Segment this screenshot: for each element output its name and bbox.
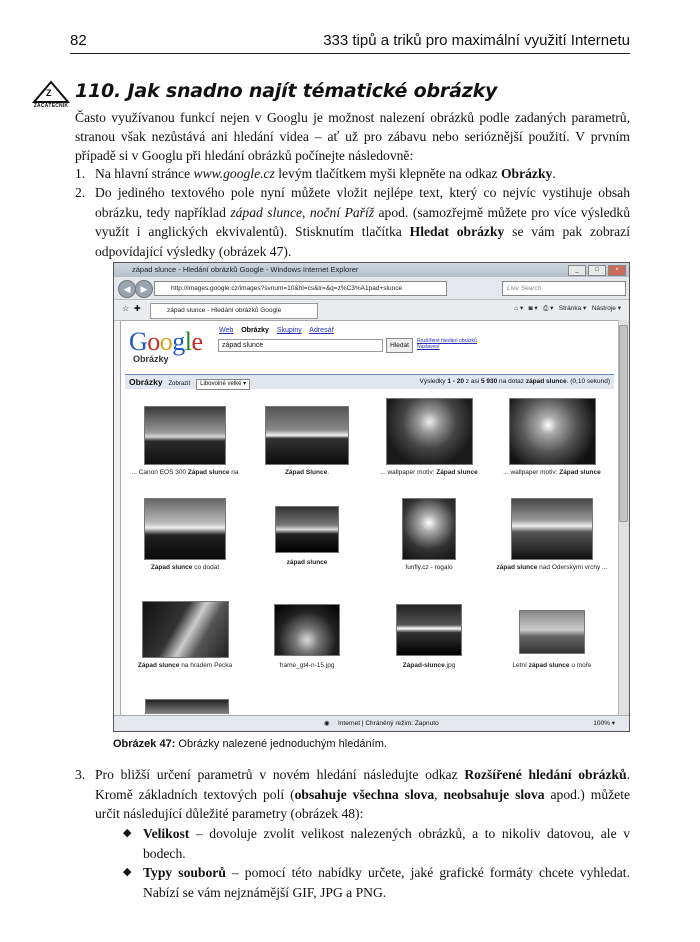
result-item[interactable] xyxy=(125,400,245,477)
result-item[interactable] xyxy=(492,498,612,572)
step-text: levým tlačítkem myši klepněte na odkaz xyxy=(274,166,501,181)
result-item[interactable] xyxy=(492,610,612,670)
list-number: 2. xyxy=(75,185,86,200)
url-input[interactable]: http://images.google.cz/images?svnum=10&hl=cs&lr=&q=z%C3%A1pad+slunce xyxy=(154,281,447,296)
browser-screenshot xyxy=(113,262,630,732)
nav-web[interactable]: Web xyxy=(219,327,234,334)
result-caption-bold: Západ slunce xyxy=(187,469,230,476)
step-text: . Kromě základních textových polí ( xyxy=(95,767,631,802)
google-logo[interactable]: Google xyxy=(129,327,203,356)
result-caption: funfly.cz - rogalo xyxy=(405,564,453,571)
result-caption-bold: západ slunce xyxy=(528,662,570,669)
address-bar xyxy=(114,277,629,300)
result-caption: na xyxy=(231,469,239,476)
result-thumbnail[interactable] xyxy=(396,604,462,656)
diamond-bullet-icon: ◆ xyxy=(123,827,132,839)
step-text: Na hlavní stránce xyxy=(95,166,194,181)
window-title: západ slunce - Hledání obrázků Google - Windows Internet Explorer xyxy=(132,265,359,274)
list-item xyxy=(75,765,631,824)
nav-images: Obrázky xyxy=(241,327,269,334)
list-item xyxy=(75,164,630,184)
nav-groups[interactable]: Skupiny xyxy=(276,327,302,334)
print-icon[interactable]: ⎙ xyxy=(543,305,549,312)
results-label: Obrázky xyxy=(129,377,163,387)
minimize-icon[interactable]: _ xyxy=(568,265,586,276)
bullet-text: – dovoluje zvolit velikost nalezených obrázků, a to nikoliv datovou, ale v bodech. xyxy=(143,826,630,861)
figure-caption xyxy=(113,738,387,750)
result-caption: nad Oderskými vrchy ... xyxy=(537,564,608,571)
figure-text: Obrázky nalezené jednoduchým hledáním. xyxy=(175,738,387,750)
page-number: 82 xyxy=(70,32,87,49)
add-favorite-icon[interactable]: ✚ xyxy=(134,304,141,313)
step-text: Do jediného textového pole nyní můžete vložit nejlépe text, který co nejvíc vystihuje obsah obrázku, tedy například xyxy=(95,185,630,220)
result-caption-bold: Západ-slunce xyxy=(402,662,445,669)
zoom-level[interactable]: 100% ▾ xyxy=(593,720,615,727)
results-info: Výsledky 1 - 20 z asi 5 930 na dotaz západ slunce. (0,10 sekund) xyxy=(419,378,610,385)
running-title: 333 tipů a triků pro maximální využití Internetu xyxy=(323,32,630,49)
scrollbar-thumb[interactable] xyxy=(619,325,628,522)
result-thumbnail[interactable] xyxy=(265,406,349,465)
page-menu[interactable]: Stránka xyxy=(558,305,582,312)
logo-subtitle: Obrázky xyxy=(133,354,169,364)
step-term: Hledat obrázky xyxy=(409,224,505,239)
search-input[interactable]: západ slunce xyxy=(218,339,383,352)
result-item[interactable] xyxy=(247,604,367,670)
result-caption-bold: Západ Slunce xyxy=(284,469,328,476)
bullet-term: Typy souborů xyxy=(143,865,226,880)
result-caption: Letní xyxy=(512,662,529,669)
result-item[interactable] xyxy=(369,604,489,670)
size-select[interactable]: Libovolné velké ▾ xyxy=(196,379,250,390)
step-text: apod. (samozřejmě můžete pro více výsledků využít i anglických ekvivalentů). Stisknutím tlačítka xyxy=(95,204,630,239)
result-thumbnail[interactable] xyxy=(275,506,339,553)
bullet-text: – pomocí této nabídky určete, jaké grafické formáty chcete vyhledat. Nabízí se vám nejznámější GIF, JPG a PNG. xyxy=(143,865,630,900)
bullet-item xyxy=(123,863,630,902)
back-icon[interactable]: ◀ xyxy=(118,280,136,298)
result-caption: co dodat xyxy=(192,564,220,571)
warning-triangle-icon xyxy=(32,80,70,116)
result-caption-bold: Západ slunce xyxy=(137,662,180,669)
result-item[interactable] xyxy=(369,498,489,572)
step-text: . xyxy=(552,166,556,181)
browser-tab[interactable]: západ slunce - Hledání obrázků Google xyxy=(150,303,318,319)
live-search-input[interactable]: Live Search xyxy=(502,281,626,296)
google-nav xyxy=(219,327,340,334)
result-caption-bold: Západ slunce xyxy=(150,564,193,571)
figure-label: Obrázek 47: xyxy=(113,738,176,750)
result-item[interactable] xyxy=(125,498,245,572)
result-item[interactable] xyxy=(247,400,367,477)
result-item[interactable] xyxy=(125,601,245,670)
result-caption: na hradem Pecka xyxy=(179,662,233,669)
result-caption-bold: západ slunce xyxy=(496,564,538,571)
step-term: obsahuje všechna slova xyxy=(294,786,435,802)
result-thumbnail[interactable] xyxy=(145,699,229,714)
result-item[interactable] xyxy=(492,396,612,477)
step-example: západ slunce xyxy=(230,204,303,220)
result-thumbnail[interactable] xyxy=(144,406,226,465)
step-url: www.google.cz xyxy=(193,166,275,181)
status-zone: Internet | Chráněný režim: Zapnuto xyxy=(338,720,439,727)
intro-paragraph: Často využívanou funkcí nejen v Googlu je možnost nalezení obrázků podle zadaných parametrů, stranou však nezůstává ani hledání videa – ať už pro zábavu nebo serióznější použití. V prvním případě si v Googlu při hledání obrázků počínejte následovně: xyxy=(75,110,630,163)
command-bar: ⌂ ▾ ◙ ▾ ⎙ ▾ Stránka ▾ Nástroje ▾ xyxy=(514,305,621,312)
diamond-bullet-icon: ◆ xyxy=(123,866,132,878)
result-item[interactable] xyxy=(247,506,367,567)
step-text: , xyxy=(302,204,310,220)
tab-bar xyxy=(114,300,629,321)
result-caption-bold: Západ slunce xyxy=(559,469,601,476)
step-text: se vám pak zobrazí odpovídající výsledky (obrázek 47). xyxy=(95,224,630,259)
result-caption: . xyxy=(327,469,330,476)
nav-directory[interactable]: Adresář xyxy=(309,327,334,334)
result-caption-bold: západ slunce xyxy=(286,559,328,566)
results-bar xyxy=(125,374,614,389)
tools-menu[interactable]: Nástroje xyxy=(591,305,616,312)
result-thumbnail[interactable] xyxy=(386,398,473,465)
window-titlebar xyxy=(114,263,629,277)
result-thumbnail[interactable] xyxy=(142,601,229,658)
maximize-icon[interactable]: □ xyxy=(588,265,606,276)
favorites-star-icon[interactable]: ☆ xyxy=(122,304,130,313)
globe-icon: ◉ xyxy=(324,720,330,727)
result-thumbnail[interactable] xyxy=(511,498,593,560)
window-controls xyxy=(568,265,626,276)
search-links xyxy=(417,338,477,350)
result-thumbnail[interactable] xyxy=(402,498,456,560)
result-caption: u moře xyxy=(569,662,592,669)
status-bar xyxy=(114,715,629,731)
list-item xyxy=(75,183,630,261)
result-item[interactable] xyxy=(369,396,489,477)
bullet-term: Velikost xyxy=(143,826,190,841)
forward-icon[interactable]: ▶ xyxy=(135,280,153,298)
badge-letter: Z xyxy=(46,88,52,98)
section-title: 110. Jak snadno najít tématické obrázky xyxy=(75,80,498,102)
result-caption: ... wallpaper motiv: xyxy=(380,469,437,476)
search-button[interactable]: Hledat xyxy=(386,338,413,353)
settings-link[interactable]: Nastavení xyxy=(417,344,440,350)
step-text: , xyxy=(434,786,444,802)
bullet-item xyxy=(123,824,630,863)
result-thumbnail[interactable] xyxy=(519,610,585,654)
page-content xyxy=(120,320,619,717)
step-text: Pro bližší určení parametrů v novém hledání následujte odkaz xyxy=(95,767,465,782)
step-term: Obrázky xyxy=(500,166,553,181)
result-caption: ... wallpaper motiv: xyxy=(503,469,560,476)
result-caption: .jpg xyxy=(444,662,456,669)
result-thumbnail[interactable] xyxy=(509,398,596,465)
step-term: neobsahuje slova xyxy=(443,786,545,802)
step-term: Rozšířené hledání obrázků xyxy=(464,767,627,782)
close-icon[interactable]: × xyxy=(608,265,626,276)
badge-label: ZAČÁTEČNÍK xyxy=(33,103,69,109)
advanced-search-link[interactable]: Rozšířené hledání obrázků xyxy=(417,338,477,344)
result-caption-bold: Západ slunce xyxy=(436,469,478,476)
feeds-icon[interactable]: ◙ xyxy=(528,305,533,312)
result-thumbnail[interactable] xyxy=(144,498,226,560)
list-number: 3. xyxy=(75,767,86,782)
page-header xyxy=(70,29,630,54)
result-thumbnail[interactable] xyxy=(274,604,340,656)
home-icon[interactable]: ⌂ xyxy=(514,305,519,312)
step-example: noční Paříž xyxy=(309,204,375,220)
show-label: Zobrazit xyxy=(168,381,191,387)
result-caption: ... Canon EOS 300 xyxy=(131,469,188,476)
list-number: 1. xyxy=(75,166,86,181)
result-caption: frame_gt4-n-15.jpg xyxy=(279,662,335,669)
step-text: apod.) můžete určit následující důležité parametry (obrázek 48): xyxy=(95,786,631,821)
